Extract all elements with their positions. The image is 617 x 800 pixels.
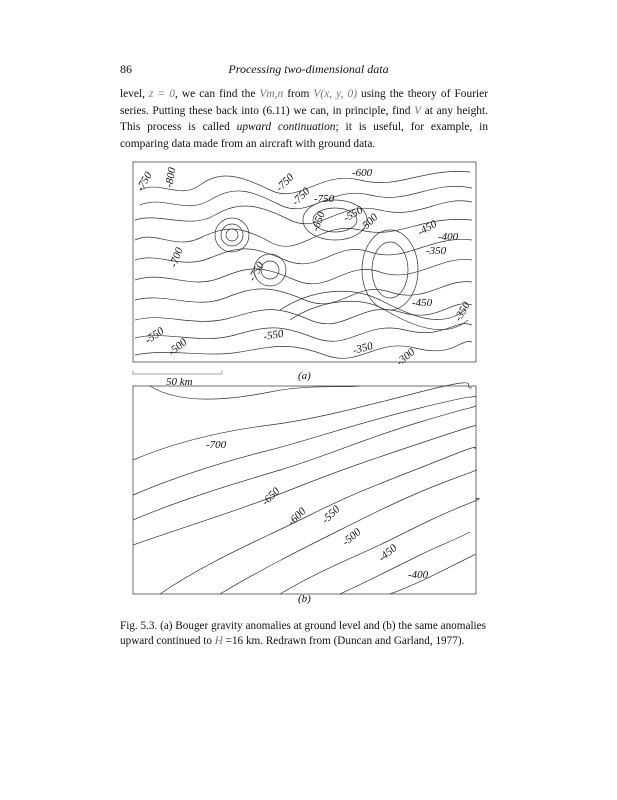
contour-label: -400 [408, 569, 429, 581]
contour-label: -550 [142, 325, 167, 347]
panel-a-contour-labels [134, 166, 473, 368]
math-expression: V [414, 104, 422, 117]
panel-b-contour-labels [206, 439, 429, 581]
math-expression: H [214, 634, 223, 647]
contour-label: -600 [352, 167, 373, 179]
contour-label: -500 [166, 336, 190, 359]
contour-label: -550 [341, 204, 365, 225]
contour-label: -800 [163, 166, 179, 189]
emphasis-term: upward continuation [236, 121, 336, 134]
math-expression: z = 0 [149, 88, 175, 100]
math-expression: Vm,n [259, 88, 284, 100]
text-run: level, [120, 88, 150, 100]
text-run: at any height. This process is called [120, 104, 488, 134]
contour-label: -700 [167, 245, 186, 270]
running-title: Processing two-dimensional data [228, 62, 389, 76]
contour-label: -550 [262, 327, 285, 343]
math-expression: V(x, y, 0) [313, 88, 357, 100]
contour-label: -300 [394, 346, 418, 369]
contour-label: -650 [259, 485, 283, 509]
text-run: using the theory of Fourier series. Putting these back into (6.11) we can, in principle, find [120, 88, 488, 117]
text-run: from [283, 88, 314, 100]
text-run: ; it is useful, for example, in comparing data made from an aircraft with ground data. [120, 121, 489, 150]
contour-label: -750 [246, 260, 267, 284]
page-number: 86 [120, 62, 132, 76]
contour-label: -700 [206, 439, 227, 451]
figure-caption [120, 619, 488, 648]
contour-label: -350 [452, 300, 473, 324]
contour-label: -450 [412, 297, 433, 309]
contour-label: -750 [289, 185, 313, 209]
contour-label: -350 [351, 340, 375, 357]
contour-label: -600 [285, 505, 309, 529]
contour-label: -750 [134, 170, 155, 194]
contour-label: -750 [314, 193, 335, 205]
contour-label: -550 [319, 503, 343, 527]
contour-label: -750 [273, 171, 297, 195]
contour-label: -400 [438, 231, 459, 243]
caption-text: =16 km. Redrawn from (Duncan and Garland, 1977). [222, 634, 465, 647]
panel-b-label: (b) [298, 593, 311, 605]
contour-label: -500 [357, 211, 381, 235]
contour-label: -650 [309, 209, 328, 234]
body-paragraph [120, 86, 488, 152]
contour-label: -500 [340, 526, 364, 549]
contour-label: -450 [376, 542, 400, 565]
contour-label: -450 [415, 218, 439, 239]
contour-label: -350 [426, 245, 447, 257]
text-run: , we can find the [174, 88, 260, 100]
scale-bar-label: 50 km [166, 376, 193, 388]
caption-text: Fig. 5.3. (a) Bouger gravity anomalies at ground level and (b) the same anomalies upward continued to [120, 620, 486, 647]
panel-a-label: (a) [298, 370, 311, 382]
